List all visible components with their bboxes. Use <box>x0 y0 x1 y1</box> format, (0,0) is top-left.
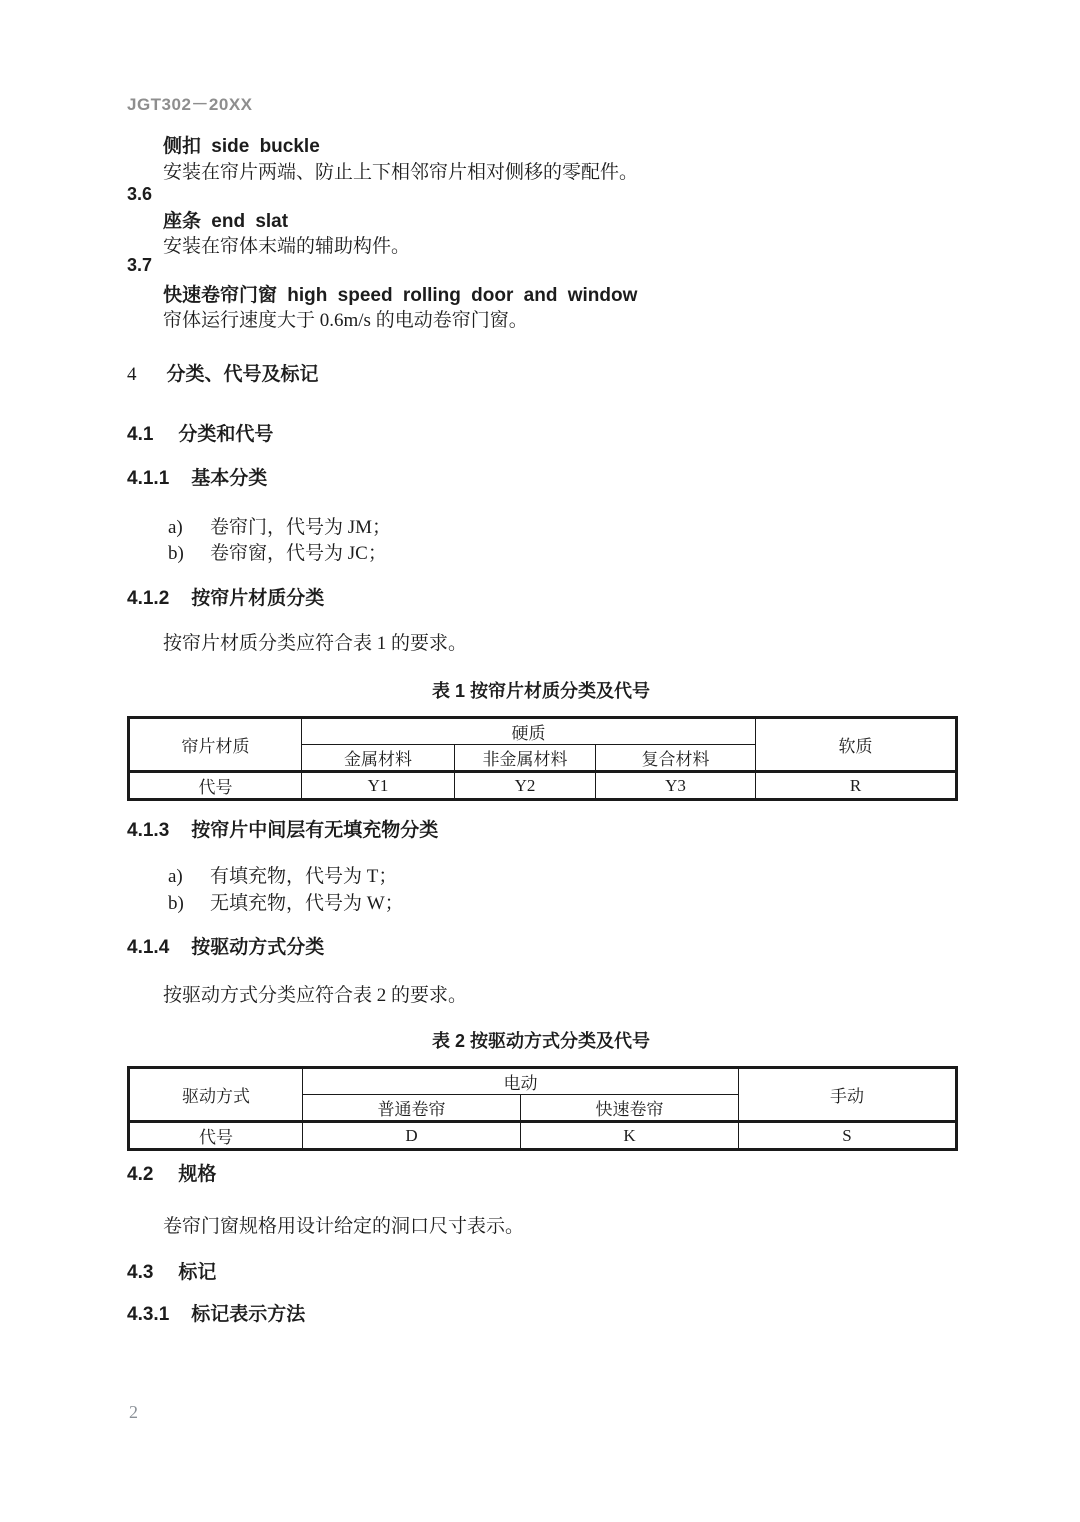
paragraph-table2-reference: 按驱动方式分类应符合表 2 的要求。 <box>163 985 468 1006</box>
table-1-slat-material-classification <box>127 716 958 801</box>
table-1-sub-header-composite: 复合材料 <box>596 745 756 772</box>
term-title-side-buckle: 侧扣 side buckle <box>163 136 320 157</box>
section-title: 按驱动方式分类 <box>191 937 325 958</box>
section-heading-4-3 <box>127 1257 216 1284</box>
section-number: 4.1 <box>127 424 154 445</box>
section-title: 基本分类 <box>191 468 268 489</box>
table-2-code-k: K <box>521 1122 739 1150</box>
table-2-col1-header: 驱动方式 <box>129 1068 303 1122</box>
list-item-text: 卷帘门，代号为 JM； <box>210 517 392 538</box>
section-heading-4-1-4 <box>127 932 324 959</box>
section-number: 4.1.2 <box>127 588 170 609</box>
section-heading-4-1-2 <box>127 583 324 610</box>
table-1-code-y2: Y2 <box>455 772 596 800</box>
list-item-basic-a <box>168 512 391 539</box>
page-number: 2 <box>129 1402 138 1422</box>
table-1-sub-header-nonmetal: 非金属材料 <box>455 745 596 772</box>
list-item-text: 无填充物，代号为 W； <box>210 893 404 914</box>
list-item-filling-a <box>168 861 397 888</box>
table-1-code-y3: Y3 <box>596 772 756 800</box>
table-2-group-header: 电动 <box>303 1068 739 1095</box>
table-2-last-header: 手动 <box>739 1068 957 1122</box>
section-number: 4.2 <box>127 1164 154 1185</box>
list-item-label: b) <box>168 543 184 564</box>
table-2-code-s: S <box>739 1122 957 1150</box>
term-definition-high-speed-door: 帘体运行速度大于 0.6m/s 的电动卷帘门窗。 <box>163 310 528 331</box>
section-title: 分类、代号及标记 <box>166 364 319 385</box>
table-2-code-d: D <box>303 1122 521 1150</box>
section-title: 标记表示方法 <box>191 1304 306 1325</box>
table-1-row-label: 代号 <box>129 772 302 800</box>
list-item-label: b) <box>168 893 184 914</box>
table-1-code-r: R <box>756 772 957 800</box>
section-title: 按帘片中间层有无填充物分类 <box>191 820 439 841</box>
table-2-row-label: 代号 <box>129 1122 303 1150</box>
table-2-sub-header-normal: 普通卷帘 <box>303 1095 521 1122</box>
table-1-group-header: 硬质 <box>302 718 756 745</box>
section-number: 4.3 <box>127 1262 154 1283</box>
clause-number-3-7: 3.7 <box>127 255 153 275</box>
list-item-basic-b <box>168 538 387 565</box>
section-number: 4 <box>127 364 137 385</box>
section-title: 分类和代号 <box>178 424 274 445</box>
term-definition-side-buckle: 安装在帘片两端、防止上下相邻帘片相对侧移的零配件。 <box>163 162 639 183</box>
section-number: 4.1.4 <box>127 937 170 958</box>
list-item-text: 卷帘窗，代号为 JC； <box>210 543 387 564</box>
section-title: 规格 <box>178 1164 217 1185</box>
table-2-sub-header-highspeed: 快速卷帘 <box>521 1095 739 1122</box>
section-heading-4-1 <box>127 419 273 446</box>
section-title: 标记 <box>178 1262 217 1283</box>
section-number: 4.1.1 <box>127 468 170 489</box>
section-heading-4-3-1 <box>127 1299 305 1326</box>
list-item-filling-b <box>168 888 404 915</box>
paragraph-table1-reference: 按帘片材质分类应符合表 1 的要求。 <box>163 633 468 654</box>
clause-number-3-6: 3.6 <box>127 184 153 204</box>
list-item-label: a) <box>168 517 183 538</box>
page-content <box>127 0 955 1522</box>
table-1-col1-header: 帘片材质 <box>129 718 302 772</box>
table-1-last-header: 软质 <box>756 718 957 772</box>
table-2-caption: 表 2 按驱动方式分类及代号 <box>431 1031 650 1051</box>
document-header: JGT302－20XX <box>127 95 253 114</box>
table-1-caption: 表 1 按帘片材质分类及代号 <box>431 681 650 701</box>
section-heading-4-2 <box>127 1159 216 1186</box>
section-number: 4.3.1 <box>127 1304 170 1325</box>
term-title-high-speed-door: 快速卷帘门窗 high speed rolling door and window <box>163 285 638 306</box>
list-item-text: 有填充物，代号为 T； <box>210 866 398 887</box>
table-2-drive-mode-classification <box>127 1066 958 1151</box>
term-definition-end-slat: 安装在帘体末端的辅助构件。 <box>163 236 411 257</box>
section-heading-4-1-3 <box>127 815 438 842</box>
section-heading-4 <box>127 359 319 386</box>
section-title: 按帘片材质分类 <box>191 588 325 609</box>
table-1-sub-header-metal: 金属材料 <box>302 745 455 772</box>
list-item-label: a) <box>168 866 183 887</box>
section-number: 4.1.3 <box>127 820 170 841</box>
table-1-code-y1: Y1 <box>302 772 455 800</box>
paragraph-specification: 卷帘门窗规格用设计给定的洞口尺寸表示。 <box>163 1216 525 1237</box>
term-title-end-slat: 座条 end slat <box>163 211 289 232</box>
section-heading-4-1-1 <box>127 463 267 490</box>
